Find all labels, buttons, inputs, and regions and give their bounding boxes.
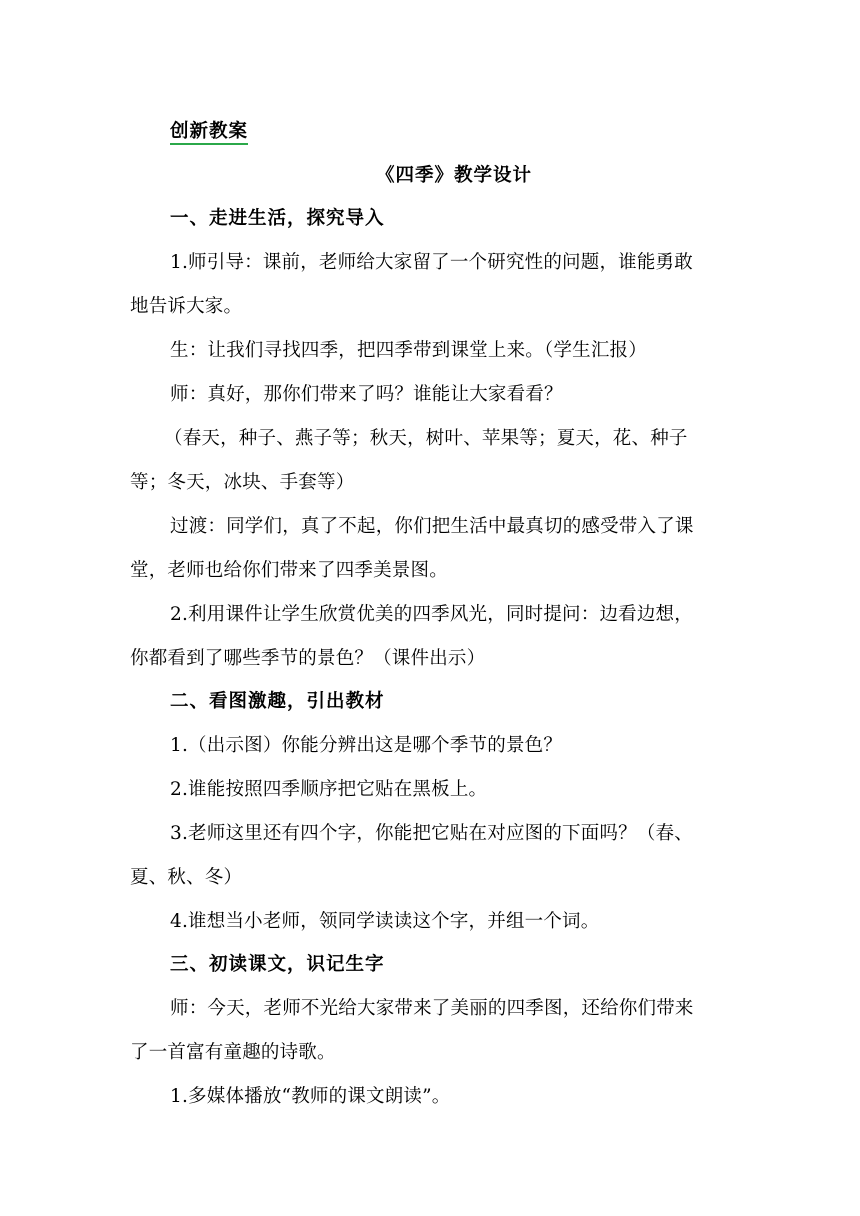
paragraph-line: 过渡：同学们，真了不起，你们把生活中最真切的感受带入了课	[170, 516, 694, 537]
paragraph-line: 师：真好，那你们带来了吗？谁能让大家看看？	[170, 384, 563, 405]
paragraph-line: 1.（出示图）你能分辨出这是哪个季节的景色？	[170, 735, 563, 756]
section-heading-3: 三、初读课文，识记生字	[170, 954, 385, 975]
paragraph-line: （春天，种子、燕子等；秋天，树叶、苹果等；夏天，花、种子	[164, 428, 688, 449]
header-label: 创新教案	[170, 121, 248, 145]
header-label-row	[170, 120, 248, 144]
paragraph-line: 4.谁想当小老师，领同学读读这个字，并组一个词。	[170, 911, 600, 932]
paragraph-line: 师：今天，老师不光给大家带来了美丽的四季图，还给你们带来	[170, 998, 694, 1019]
paragraph-line: 你都看到了哪些季节的景色？（课件出示）	[130, 648, 486, 669]
section-heading-2: 二、看图激趣，引出教材	[170, 691, 385, 712]
paragraph-line: 堂，老师也给你们带来了四季美景图。	[130, 560, 448, 581]
paragraph-line: 1.多媒体播放“教师的课文朗读”。	[170, 1086, 451, 1107]
section-heading-1: 一、走进生活，探究导入	[170, 208, 385, 229]
paragraph-line: 1.师引导：课前，老师给大家留了一个研究性的问题，谁能勇敢	[170, 252, 693, 273]
document-title: 《四季》教学设计	[375, 165, 532, 186]
paragraph-line: 生：让我们寻找四季，把四季带到课堂上来。（学生汇报）	[170, 340, 647, 361]
paragraph-line: 夏、秋、冬）	[130, 867, 243, 888]
paragraph-line: 2.谁能按照四季顺序把它贴在黑板上。	[170, 779, 488, 800]
paragraph-line: 2.利用课件让学生欣赏优美的四季风光，同时提问：边看边想，	[170, 604, 693, 625]
paragraph-line: 3.老师这里还有四个字，你能把它贴在对应图的下面吗？（春、	[170, 823, 693, 844]
paragraph-line: 等；冬天，冰块、手套等）	[130, 472, 355, 493]
paragraph-line: 了一首富有童趣的诗歌。	[130, 1042, 336, 1063]
paragraph-line: 地告诉大家。	[130, 296, 243, 317]
